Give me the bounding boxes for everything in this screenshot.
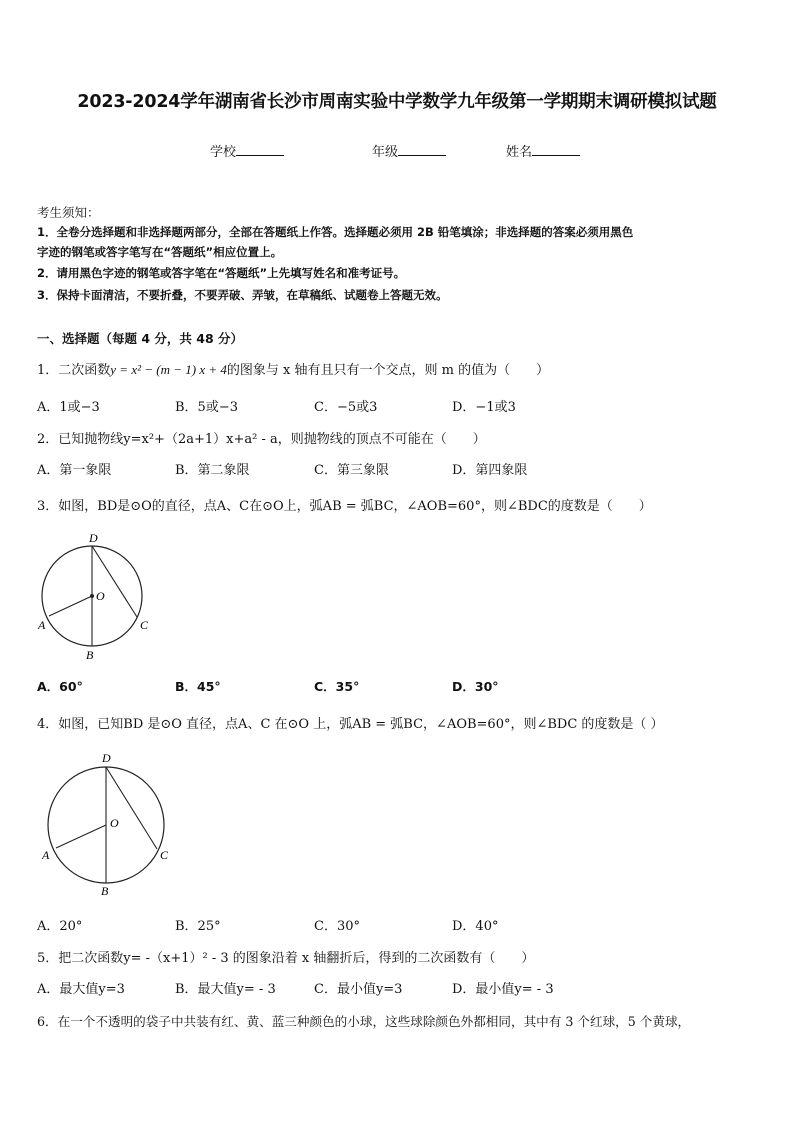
question-1-prefix: 1．二次函数 [37, 363, 111, 378]
q5-option-d[interactable]: D．最小值y= - 3 [452, 982, 554, 997]
q1-option-c[interactable]: C．−5或3 [314, 400, 378, 415]
q4-option-d[interactable]: D．40° [452, 919, 499, 934]
exam-title: 2023-2024学年湖南省长沙市周南实验中学数学九年级第一学期期末调研模拟试题 [77, 92, 717, 112]
label-b: B [101, 884, 109, 897]
name-field [506, 141, 580, 160]
question-2-stem: 2．已知抛物线y=x²+（2a+1）x+a² - a，则抛物线的顶点不可能在（ ） [37, 432, 486, 447]
q4-option-b[interactable]: B．25° [175, 919, 221, 934]
q2-option-b[interactable]: B．第二象限 [175, 463, 250, 478]
q2-option-c[interactable]: C．第三象限 [314, 463, 389, 478]
question-1-stem [37, 359, 549, 378]
label-o: O [96, 589, 105, 603]
notice-line-1: 1．全卷分选择题和非选择题两部分，全部在答题纸上作答。选择题必须用 2B 铅笔填涂；非选择题的答案必须用黑色 [37, 225, 634, 239]
notice-line-3: 3．保持卡面清洁，不要折叠，不要弄破、弄皱，在草稿纸、试题卷上答题无效。 [37, 288, 448, 302]
section-heading: 一、选择题（每题 4 分，共 48 分） [37, 331, 244, 346]
question-4-circle-figure [40, 747, 172, 897]
question-4-stem: 4．如图，已知BD 是⊙O 直径，点A、C 在⊙O 上，弧AB = 弧BC，∠AOB=60°，则∠BDC 的度数是（ ） [37, 717, 664, 732]
question-5-stem: 5．把二次函数y= -（x+1）² - 3 的图象沿着 x 轴翻折后，得到的二次函数有（ ） [37, 951, 535, 966]
school-field [210, 141, 284, 160]
question-3-circle-figure [36, 528, 156, 662]
label-a: A [42, 848, 50, 862]
q4-option-c[interactable]: C．30° [314, 919, 360, 934]
label-c: C [140, 618, 149, 632]
q5-option-a[interactable]: A．最大值y=3 [37, 982, 125, 997]
grade-field [372, 141, 446, 160]
q2-option-d[interactable]: D．第四象限 [452, 463, 528, 478]
chord-dc [106, 767, 157, 849]
grade-label: 年级 [372, 145, 399, 160]
name-blank[interactable] [532, 143, 580, 156]
label-a: A [38, 618, 46, 632]
radius-oa [56, 825, 106, 848]
name-label: 姓名 [506, 145, 533, 160]
radius-oa [49, 596, 92, 616]
notice-line-2: 2．请用黑色字迹的钢笔或答字笔在“答题纸”上先填写姓名和准考证号。 [37, 266, 406, 280]
label-o: O [110, 816, 119, 830]
center-point [90, 594, 94, 598]
label-d: D [89, 531, 98, 545]
question-3-stem: 3．如图，BD是⊙O的直径，点A、C在⊙O上，弧AB = 弧BC，∠AOB=60°，则∠BDC的度数是（ ） [37, 499, 652, 514]
q1-option-a[interactable]: A．1或−3 [37, 400, 100, 415]
question-1-suffix: 的图象与 x 轴有且只有一个交点，则 m 的值为（ ） [226, 363, 550, 378]
question-1-formula: y = x² − (m − 1) x + 4 [110, 362, 227, 377]
grade-blank[interactable] [398, 143, 446, 156]
school-label: 学校 [210, 145, 237, 160]
notice-line-1b: 字迹的钢笔或答字笔写在“答题纸”相应位置上。 [37, 245, 283, 259]
question-6-stem: 6．在一个不透明的袋子中共装有红、黄、蓝三种颜色的小球，这些球除颜色外都相同，其中有 3 个红球，5 个黄球， [37, 1014, 691, 1029]
school-blank[interactable] [236, 143, 284, 156]
q5-option-c[interactable]: C．最小值y=3 [314, 982, 403, 997]
label-d: D [102, 751, 111, 765]
label-b: B [86, 648, 94, 662]
chord-dc [92, 546, 137, 617]
notice-heading: 考生须知： [37, 205, 100, 220]
q3-option-c[interactable]: C．35° [314, 679, 360, 694]
q4-option-a[interactable]: A．20° [37, 919, 83, 934]
q3-option-a[interactable]: A．60° [37, 679, 83, 694]
q3-option-d[interactable]: D．30° [452, 679, 499, 694]
q5-option-b[interactable]: B．最大值y= - 3 [175, 982, 276, 997]
label-c: C [160, 848, 169, 862]
q3-option-b[interactable]: B．45° [175, 679, 221, 694]
q2-option-a[interactable]: A．第一象限 [37, 463, 112, 478]
q1-option-d[interactable]: D．−1或3 [452, 400, 516, 415]
q1-option-b[interactable]: B．5或−3 [175, 400, 238, 415]
